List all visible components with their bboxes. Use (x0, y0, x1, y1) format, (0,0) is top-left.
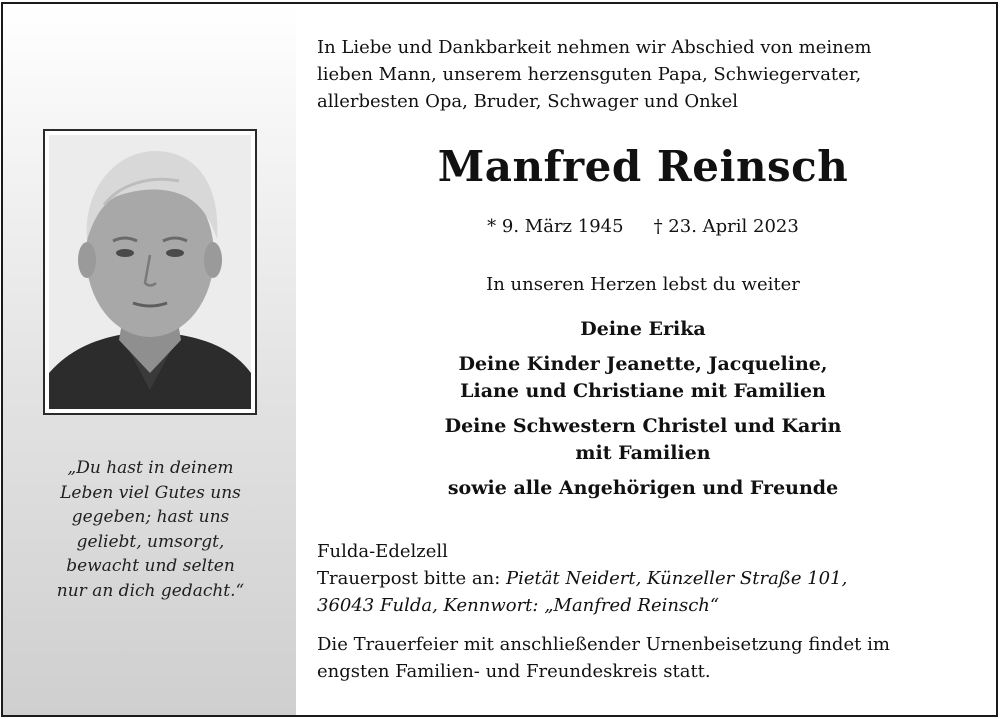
mail-label: Trauerpost bitte an: (317, 568, 501, 589)
mourner-others (296, 475, 990, 502)
obituary-notice (1, 2, 998, 717)
quote-line: nur an dich gedacht.“ (56, 580, 245, 601)
birth-date: * 9. März 1945 (487, 216, 624, 237)
quote-line: bewacht und selten (66, 556, 235, 576)
motto: In unseren Herzen lebst du weiter (486, 274, 800, 295)
intro-line: lieben Mann, unserem herzensguten Papa, Schwiegervater, (317, 64, 862, 85)
left-panel (3, 4, 296, 715)
portrait-illustration (49, 135, 251, 409)
others-line: sowie alle Angehörigen und Freunde (447, 477, 839, 499)
quote-line: Leben viel Gutes uns (60, 482, 241, 503)
quote (23, 456, 278, 603)
quote-line: gegeben; hast uns (71, 507, 230, 527)
portrait-photo (43, 129, 257, 415)
mourner-spouse (296, 316, 990, 343)
intro-line: In Liebe und Dankbarkeit nehmen wir Abschied von meinem (317, 37, 872, 58)
place: Fulda-Edelzell (317, 541, 448, 562)
children-line: Liane und Christiane mit Familien (460, 380, 826, 402)
deceased-name: Manfred Reinsch (437, 142, 849, 191)
quote-line: geliebt, umsorgt, (76, 531, 225, 552)
ceremony-line: Die Trauerfeier mit anschließender Urnenbeisetzung findet im (317, 634, 890, 655)
quote-line: „Du hast in deinem (67, 458, 234, 478)
mourners-list (296, 316, 990, 510)
children-line: Deine Kinder Jeanette, Jacqueline, (458, 353, 828, 375)
ceremony-line: engsten Familien- und Freundeskreis statt. (317, 661, 711, 682)
main-text (296, 4, 996, 715)
mail-address-line2: 36043 Fulda, Kennwort: „Manfred Reinsch“ (317, 595, 720, 616)
siblings-line: mit Familien (575, 442, 711, 464)
intro-line: allerbesten Opa, Bruder, Schwager und Onkel (317, 91, 738, 112)
mourner-siblings (296, 413, 990, 467)
death-date: † 23. April 2023 (653, 216, 799, 237)
footer-text (317, 538, 987, 685)
mail-address: Pietät Neidert, Künzeller Straße 101, (506, 568, 848, 589)
mail-line (317, 565, 987, 592)
siblings-line: Deine Schwestern Christel und Karin (444, 415, 842, 437)
spouse-line: Deine Erika (580, 318, 706, 340)
life-dates (296, 216, 990, 237)
mourner-children (296, 351, 990, 405)
intro-text (317, 34, 987, 115)
